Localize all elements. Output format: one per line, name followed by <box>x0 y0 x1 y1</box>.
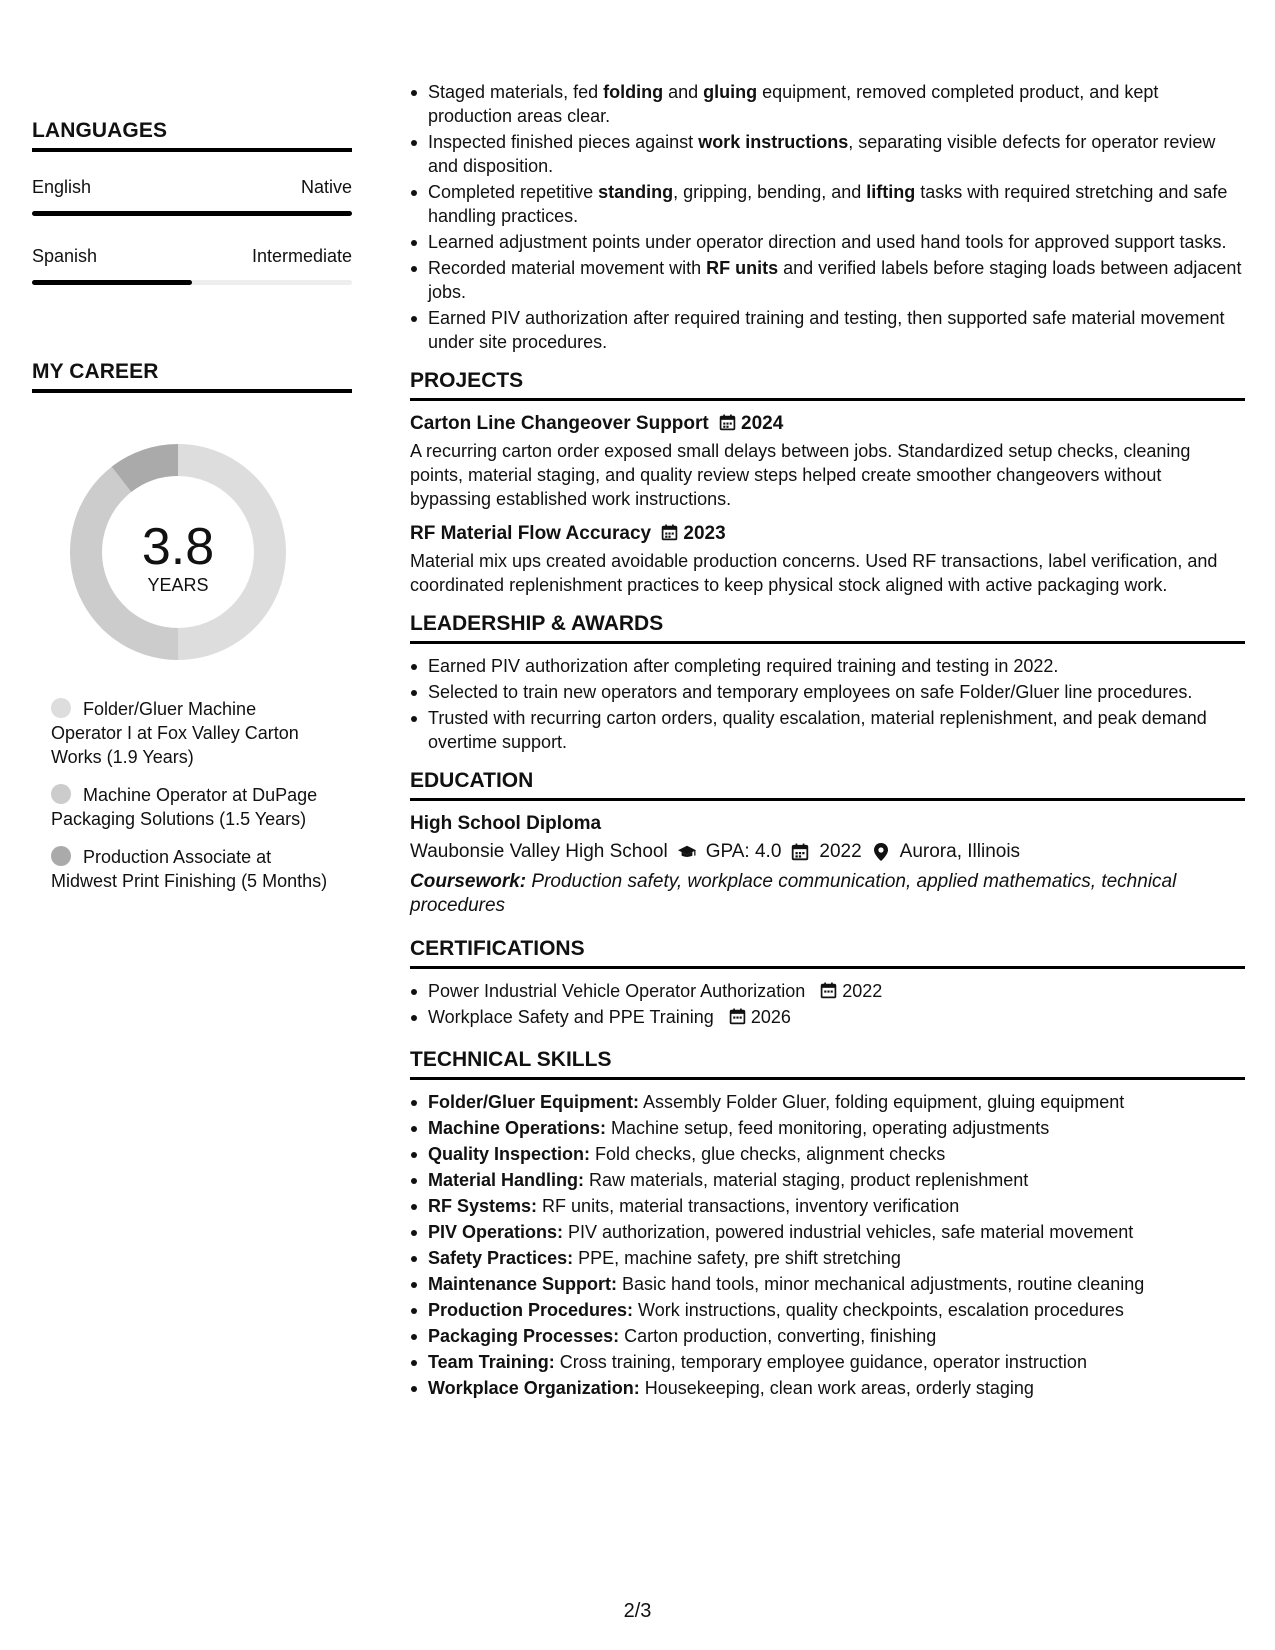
skill-category: Maintenance Support: <box>428 1274 618 1294</box>
calendar-icon <box>791 843 809 861</box>
language-level: Native <box>300 177 352 197</box>
certification-date <box>820 981 882 1001</box>
skill-category: RF Systems: <box>428 1196 538 1216</box>
career-legend-item <box>51 845 331 893</box>
certification-date <box>729 1007 791 1027</box>
experience-bullet <box>410 180 1245 228</box>
map-pin-icon <box>872 843 890 861</box>
leadership-item: Earned PIV authorization after completing required training and testing in 2022. <box>410 654 1245 678</box>
skill-category: Packaging Processes: <box>428 1326 620 1346</box>
skills-section <box>410 1047 1245 1400</box>
skill-item <box>410 1298 1245 1322</box>
skill-item <box>410 1090 1245 1114</box>
language-proficiency-bar <box>32 280 352 285</box>
skill-item <box>410 1220 1245 1244</box>
bullet-text: Learned adjustment points under operator direction and used hand tools for approved support tasks. <box>428 232 1227 252</box>
career-legend-label: Folder/Gluer Machine Operator I at Fox Valley Carton Works (1.9 Years) <box>51 699 299 767</box>
career-legend-label: Production Associate at Midwest Print Finishing (5 Months) <box>51 847 328 891</box>
skill-item <box>410 1246 1245 1270</box>
education-coursework <box>410 870 1245 918</box>
bullet-text: Recorded material movement with <box>428 258 707 278</box>
certifications-list <box>410 979 1245 1029</box>
bullet-keyword: folding <box>603 82 664 102</box>
education-location: Aurora, Illinois <box>899 841 1021 862</box>
career-total-value: 3.8 <box>141 518 215 576</box>
education-divider <box>410 798 1245 801</box>
experience-bullet-list <box>410 80 1245 354</box>
bullet-text: Staged materials, fed <box>428 82 604 102</box>
career-donut-chart <box>66 440 290 664</box>
leadership-heading: LEADERSHIP & AWARDS <box>410 612 664 635</box>
skill-values: Fold checks, glue checks, alignment checks <box>590 1144 946 1164</box>
projects-section <box>410 368 1245 597</box>
calendar-icon <box>820 982 837 999</box>
project-year: 2024 <box>741 413 784 434</box>
language-proficiency-fill <box>32 211 352 216</box>
projects-heading: PROJECTS <box>410 369 524 392</box>
language-item-english <box>32 175 352 216</box>
bullet-text: and verified labels before staging loads between adjacent jobs. <box>428 258 1242 302</box>
bullet-keyword: standing <box>598 182 674 202</box>
project-title: Carton Line Changeover Support <box>410 413 709 434</box>
skill-values: Carton production, converting, finishing <box>619 1326 937 1346</box>
skill-category: Safety Practices: <box>428 1248 574 1268</box>
certifications-divider <box>410 966 1245 969</box>
skill-item <box>410 1116 1245 1140</box>
skill-item <box>410 1168 1245 1192</box>
skills-heading: TECHNICAL SKILLS <box>410 1048 612 1071</box>
project-title-row <box>410 521 1245 547</box>
project-title-row <box>410 411 1245 437</box>
education-gpa: GPA: 4.0 <box>705 841 782 862</box>
certification-year: 2026 <box>750 1007 791 1027</box>
bullet-text: Inspected finished pieces against <box>428 132 699 152</box>
education-details <box>410 838 1245 866</box>
education-year: 2022 <box>819 841 862 862</box>
certification-item <box>410 979 1245 1003</box>
skill-category: Material Handling: <box>428 1170 585 1190</box>
language-name: Spanish <box>32 246 98 266</box>
coursework-text: Production safety, workplace communication, applied mathematics, technical procedures <box>410 871 1177 916</box>
career-legend-item <box>51 697 331 769</box>
leadership-item: Trusted with recurring carton orders, quality escalation, material replenishment, and peak demand overtime support. <box>410 706 1245 754</box>
bullet-text: equipment, removed completed product, and kept production areas clear. <box>428 82 1159 126</box>
education-school: Waubonsie Valley High School <box>410 841 668 862</box>
skill-category: PIV Operations: <box>428 1222 564 1242</box>
skill-item <box>410 1194 1245 1218</box>
leadership-list <box>410 654 1245 754</box>
skill-item <box>410 1350 1245 1374</box>
skill-values: Raw materials, material staging, product replenishment <box>584 1170 1029 1190</box>
skill-category: Team Training: <box>428 1352 555 1372</box>
language-item-spanish <box>32 244 352 285</box>
education-degree: High School Diploma <box>410 813 602 834</box>
projects-divider <box>410 398 1245 401</box>
leadership-item: Selected to train new operators and temporary employees on safe Folder/Gluer line procedures. <box>410 680 1245 704</box>
language-proficiency-bar <box>32 211 352 216</box>
certifications-section <box>410 936 1245 1029</box>
skill-item <box>410 1324 1245 1348</box>
project-date <box>719 411 784 437</box>
skill-values: Basic hand tools, minor mechanical adjustments, routine cleaning <box>617 1274 1145 1294</box>
bullet-text: tasks with required stretching and safe handling practices. <box>428 182 1228 226</box>
project-year: 2023 <box>683 523 726 544</box>
project-description: Material mix ups created avoidable production concerns. Used RF transactions, label verification, and coordinated replenishment practices to keep physical stock aligned with active packaging work. <box>410 551 1218 595</box>
experience-bullet <box>410 230 1245 254</box>
languages-section <box>32 119 352 152</box>
bullet-keyword: gluing <box>703 82 758 102</box>
languages-heading: LANGUAGES <box>32 119 168 142</box>
calendar-icon <box>661 524 678 541</box>
project-date <box>661 521 726 547</box>
skill-category: Folder/Gluer Equipment: <box>428 1092 640 1112</box>
experience-bullet <box>410 306 1245 354</box>
leadership-section <box>410 611 1245 754</box>
skill-item <box>410 1376 1245 1400</box>
bullet-keyword: lifting <box>866 182 916 202</box>
bullet-text: , gripping, bending, and <box>673 182 867 202</box>
certification-year: 2022 <box>842 981 883 1001</box>
skill-item <box>410 1272 1245 1296</box>
skill-category: Production Procedures: <box>428 1300 634 1320</box>
project-title: RF Material Flow Accuracy <box>410 523 652 544</box>
education-section <box>410 768 1245 918</box>
legend-dot <box>51 698 71 718</box>
leadership-divider <box>410 641 1245 644</box>
bullet-text: and <box>663 82 704 102</box>
career-divider <box>32 389 352 393</box>
certification-name: Workplace Safety and PPE Training <box>428 1007 714 1027</box>
language-level: Intermediate <box>251 246 352 266</box>
certification-item <box>410 1005 1245 1029</box>
bullet-text: , separating visible defects for operator review and disposition. <box>428 132 1216 176</box>
skill-values: Work instructions, quality checkpoints, escalation procedures <box>633 1300 1124 1320</box>
skill-values: PIV authorization, powered industrial vehicles, safe material movement <box>563 1222 1134 1242</box>
bullet-keyword: RF units <box>706 258 779 278</box>
skill-values: PPE, machine safety, pre shift stretching <box>573 1248 901 1268</box>
coursework-label: Coursework: <box>410 871 527 892</box>
career-section <box>32 360 352 393</box>
education-heading: EDUCATION <box>410 769 534 792</box>
calendar-icon <box>719 414 736 431</box>
skill-values: RF units, material transactions, inventory verification <box>537 1196 960 1216</box>
skill-values: Housekeeping, clean work areas, orderly staging <box>639 1378 1034 1398</box>
bullet-keyword: work instructions <box>698 132 849 152</box>
project-description: A recurring carton order exposed small delays between jobs. Standardized setup checks, cleaning points, material staging, and quality review steps helped create smoother changeovers without bypassing established work instructions. <box>410 441 1191 509</box>
experience-bullet <box>410 130 1245 178</box>
skills-list <box>410 1090 1245 1400</box>
skills-divider <box>410 1077 1245 1080</box>
legend-dot <box>51 846 71 866</box>
certification-name: Power Industrial Vehicle Operator Authorization <box>428 981 806 1001</box>
skill-category: Workplace Organization: <box>428 1378 640 1398</box>
skill-category: Quality Inspection: <box>428 1144 591 1164</box>
legend-dot <box>51 784 71 804</box>
career-legend-label: Machine Operator at DuPage Packaging Solutions (1.5 Years) <box>51 785 318 829</box>
career-legend-item <box>51 783 331 831</box>
bullet-text: Completed repetitive <box>428 182 599 202</box>
experience-bullet <box>410 256 1245 304</box>
experience-bullet <box>410 80 1245 128</box>
bullet-text: Earned PIV authorization after required training and testing, then supported safe material movement under site procedures. <box>428 308 1225 352</box>
page-number: 2/3 <box>623 1600 652 1622</box>
graduation-cap-icon <box>678 843 696 861</box>
main-content <box>410 80 1245 1402</box>
career-total-unit: YEARS <box>147 575 209 595</box>
skill-values: Cross training, temporary employee guidance, operator instruction <box>554 1352 1087 1372</box>
skill-category: Machine Operations: <box>428 1118 607 1138</box>
skill-item <box>410 1142 1245 1166</box>
skill-values: Machine setup, feed monitoring, operating adjustments <box>606 1118 1050 1138</box>
career-heading: MY CAREER <box>32 360 159 383</box>
calendar-icon <box>729 1008 746 1025</box>
languages-divider <box>32 148 352 152</box>
certifications-heading: CERTIFICATIONS <box>410 937 585 960</box>
skill-values: Assembly Folder Gluer, folding equipment, gluing equipment <box>639 1092 1125 1112</box>
language-name: English <box>32 177 92 197</box>
language-proficiency-fill <box>32 280 192 285</box>
